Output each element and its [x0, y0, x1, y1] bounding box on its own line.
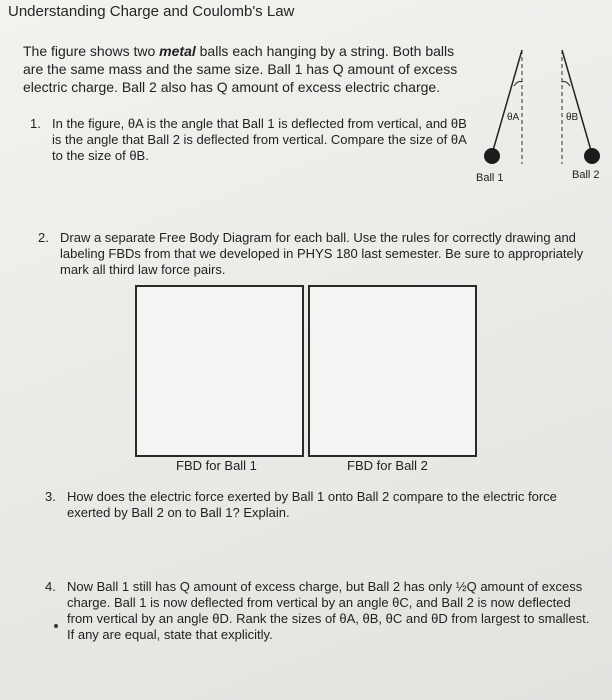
ball-2-label: Ball 2 [572, 169, 600, 181]
ball-2 [584, 148, 600, 164]
question-1-number: 1. [30, 116, 41, 131]
question-3 [45, 489, 565, 521]
ball-1-string [492, 50, 522, 154]
question-2 [38, 230, 594, 278]
intro-paragraph [23, 42, 463, 96]
question-4-number: 4. [45, 579, 56, 594]
question-2-number: 2. [38, 230, 49, 245]
angle-a-label: θA [507, 112, 520, 123]
fbd-ball-1-caption: FBD for Ball 1 [176, 458, 257, 473]
intro-after: balls each hanging by a string. Both balls are the same mass and the same size. Ball 1 has Q amount of excess electric charge. Ball 2 also has Q amount of excess electric charge. [23, 43, 458, 95]
angle-b-label: θB [566, 112, 579, 123]
question-3-number: 3. [45, 489, 56, 504]
fbd-ball-2-caption: FBD for Ball 2 [347, 458, 428, 473]
intro-before: The figure shows two [23, 43, 160, 59]
question-3-text: How does the electric force exerted by Ball 1 onto Ball 2 compare to the electric force exerted by Ball 2 on to Ball 1? Explain. [67, 489, 557, 520]
ball-2-string [562, 50, 592, 154]
question-4 [45, 579, 595, 643]
fbd-ball-1-box[interactable] [135, 285, 304, 457]
fbd-ball-2-box[interactable] [308, 285, 477, 457]
question-1 [30, 116, 470, 164]
page-title: Understanding Charge and Coulomb's Law [8, 3, 295, 20]
ball-1-label: Ball 1 [476, 172, 504, 184]
intro-emphasis: metal [159, 43, 196, 59]
question-2-text: Draw a separate Free Body Diagram for each ball. Use the rules for correctly drawing and labeling FBDs from that we developed in PHYS 180 last semester. Be sure to appropriately mark all third law force pairs. [60, 230, 584, 277]
question-1-text: In the figure, θA is the angle that Ball 1 is deflected from vertical, and θB is the angle that Ball 2 is deflected from vertical. Compare the size of θA to the size of θB. [52, 116, 467, 163]
question-4-text: Now Ball 1 still has Q amount of excess charge, but Ball 2 has only ½Q amount of excess charge. Ball 1 is now deflected from vertical by an angle θC, and Ball 2 is now deflected from vertical by an angle θD. Rank the sizes of θA, θB, θC and θD from largest to smallest. If any are equal, state that explicitly. [67, 579, 590, 642]
ball-1 [484, 148, 500, 164]
angle-a-arc [514, 82, 522, 87]
angle-b-arc [562, 82, 570, 87]
bullet-mark [54, 624, 58, 628]
